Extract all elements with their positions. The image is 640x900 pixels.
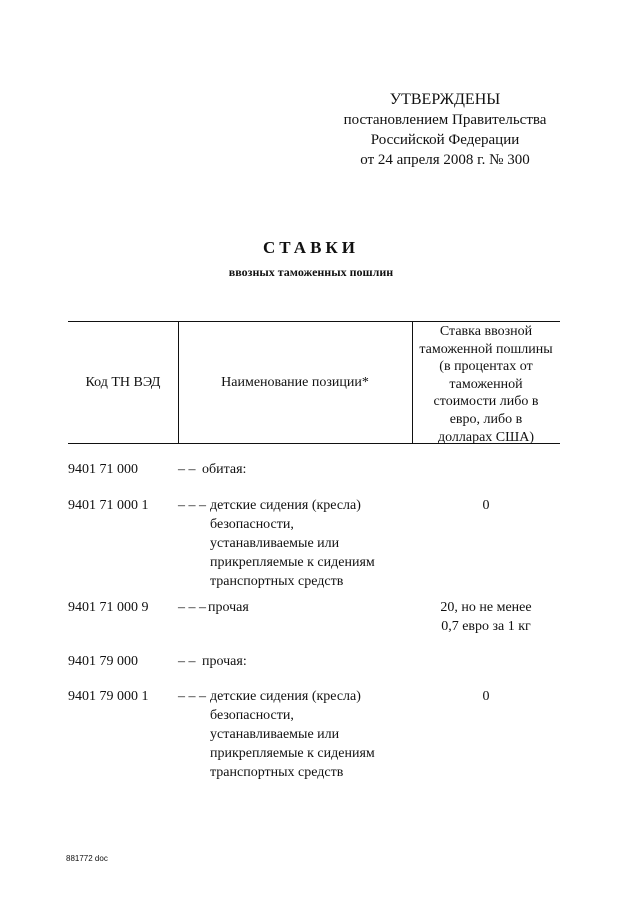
row-description-line: транспортных средств (210, 765, 344, 780)
row-description-line: безопасности, (210, 708, 294, 723)
row-code: 9401 71 000 (68, 462, 138, 477)
header-code: Код ТН ВЭД (85, 374, 161, 390)
row-description-line: детские сидения (кресла) (210, 498, 361, 513)
row-description (210, 496, 410, 591)
header-rate (412, 322, 560, 443)
row-description-line: устанавливаемые или (210, 536, 340, 551)
document-subtitle: ввозных таможенных пошлин (228, 265, 394, 279)
row-rate-line: 20, но не менее (440, 600, 532, 615)
row-description (210, 687, 410, 782)
header-rate-line: долларах США) (437, 429, 535, 445)
row-description (202, 652, 402, 671)
row-code: 9401 71 000 1 (68, 498, 149, 513)
header-rate-line: таможенной (449, 376, 523, 392)
row-description-line: прикрепляемые к сидениям (210, 746, 375, 761)
row-description-line: обитая: (202, 462, 247, 477)
row-description (202, 460, 402, 479)
table-header (68, 321, 560, 444)
row-rate (412, 687, 560, 706)
row-description-line: прочая: (202, 654, 247, 669)
row-description-line: детские сидения (кресла) (210, 689, 361, 704)
row-description (208, 598, 408, 617)
file-reference: 881772 doc (66, 854, 108, 863)
row-rate-line: 0 (482, 689, 490, 704)
header-name: Наименование позиции* (221, 374, 369, 390)
approval-line-3: от 24 апреля 2008 г. № 300 (360, 152, 530, 168)
approval-line-2: Российской Федерации (370, 132, 520, 148)
row-description-line: устанавливаемые или (210, 727, 340, 742)
header-rate-line: таможенной пошлины (419, 341, 553, 357)
approval-title: УТВЕРЖДЕНЫ (389, 91, 501, 108)
row-description-line: прочая (208, 600, 249, 615)
row-description-line: транспортных средств (210, 574, 344, 589)
row-dash: – – (178, 462, 196, 477)
row-code: 9401 79 000 1 (68, 689, 149, 704)
row-rate (412, 496, 560, 515)
row-code: 9401 79 000 (68, 654, 138, 669)
approval-block (330, 90, 560, 170)
row-dash: – – – (178, 600, 206, 615)
row-dash: – – (178, 654, 196, 669)
row-code: 9401 71 000 9 (68, 600, 149, 615)
row-description-line: безопасности, (210, 517, 294, 532)
row-rate-line: 0 (482, 498, 490, 513)
header-rate-line: Ставка ввозной (439, 324, 533, 339)
approval-line-1: постановлением Правительства (343, 112, 547, 128)
document-title: СТАВКИ (263, 238, 359, 257)
row-dash: – – – (178, 689, 206, 704)
row-description-line: прикрепляемые к сидениям (210, 555, 375, 570)
row-rate (412, 598, 560, 636)
row-rate-line: 0,7 евро за 1 кг (441, 619, 531, 634)
row-dash: – – – (178, 498, 206, 513)
header-rate-line: (в процентах от (439, 359, 533, 375)
header-rate-line: стоимости либо в (433, 394, 539, 410)
header-rate-line: евро, либо в (449, 411, 523, 427)
